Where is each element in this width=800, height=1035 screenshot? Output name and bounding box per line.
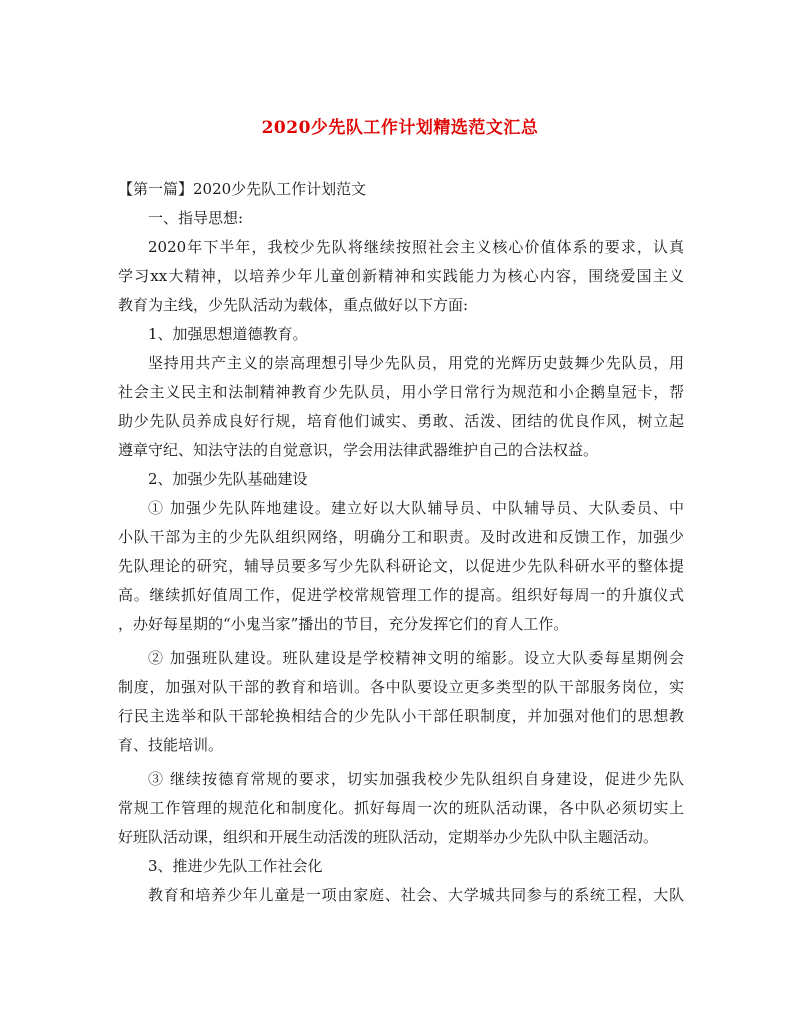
- paragraph-line: ③ 继续按德育常规的要求，切实加强我校少先队组织自身建设，促进少先队: [148, 770, 684, 788]
- document-title: 2020少先队工作计划精选范文汇总: [261, 118, 539, 138]
- paragraph-line: 先队理论的研究，辅导员要多写少先队科研论文，以促进少先队科研水平的整体提: [118, 557, 684, 575]
- paragraph-line: ② 加强班队建设。班队建设是学校精神文明的缩影。设立大队委每星期例会: [148, 649, 684, 667]
- subheading: 3、推进少先队工作社会化: [148, 857, 323, 875]
- paragraph-line: 常规工作管理的规范化和制度化。抓好每周一次的班队活动课，各中队必须切实上: [118, 799, 684, 817]
- paragraph-line: 助少先队员养成良好行规，培育他们诚实、勇敢、活泼、团结的优良作风，树立起: [118, 412, 684, 430]
- paragraph-line: 教育为主线，少先队活动为载体，重点做好以下方面:: [118, 296, 469, 314]
- paragraph-line: 教育和培养少年儿童是一项由家庭、社会、大学城共同参与的系统工程，大队: [148, 886, 684, 904]
- paragraph-line: 小队干部为主的少先队组织网络，明确分工和职责。及时改进和反馈工作，加强少: [118, 528, 684, 546]
- paragraph-line: ① 加强少先队阵地建设。建立好以大队辅导员、中队辅导员、大队委员、中: [148, 499, 684, 517]
- paragraph-line: 好班队活动课，组织和开展生动活泼的班队活动，定期举办少先队中队主题活动。: [118, 828, 659, 846]
- paragraph-line: 制度，加强对队干部的教育和培训。各中队要设立更多类型的队干部服务岗位，实: [118, 678, 684, 696]
- subheading: 2、加强少先队基础建设: [148, 470, 308, 488]
- section-heading: 【第一篇】2020少先队工作计划范文: [118, 180, 367, 198]
- subheading: 1、加强思想道德教育。: [148, 325, 308, 343]
- paragraph-line: 育、技能培训。: [118, 736, 224, 754]
- paragraph-line: 社会主义民主和法制精神教育少先队员，用小学日常行为规范和小企鹅皇冠卡，帮: [118, 383, 684, 401]
- subheading: 一、指导思想:: [148, 209, 244, 227]
- document-body: [118, 175, 684, 910]
- paragraph-line: 高。继续抓好值周工作，促进学校常规管理工作的提高。组织好每周一的升旗仪式: [118, 586, 684, 604]
- paragraph-line: ，办好每星期的“小鬼当家”播出的节目，充分发挥它们的育人工作。: [118, 615, 569, 633]
- paragraph-line: 学习xx大精神，以培养少年儿童创新精神和实践能力为核心内容，围绕爱国主义: [118, 267, 684, 285]
- paragraph-line: 坚持用共产主义的崇高理想引导少先队员，用党的光辉历史鼓舞少先队员，用: [148, 354, 684, 372]
- paragraph-line: 2020年下半年，我校少先队将继续按照社会主义核心价值体系的要求，认真: [148, 238, 684, 256]
- paragraph-line: 遵章守纪、知法守法的自觉意识，学会用法律武器维护自己的合法权益。: [118, 441, 599, 459]
- paragraph-line: 行民主选举和队干部轮换相结合的少先队小干部任职制度，并加强对他们的思想教: [118, 707, 684, 725]
